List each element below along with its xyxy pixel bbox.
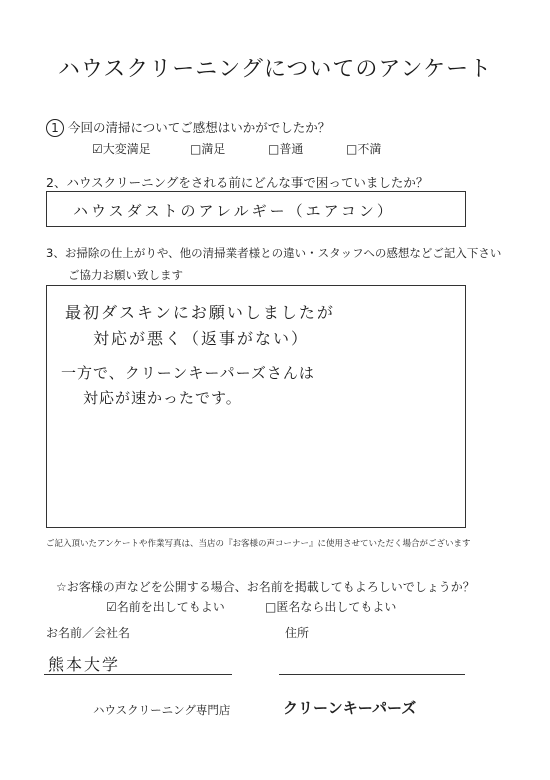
answer-line-3: 一方で、クリーンキーパーズさんは <box>61 364 315 382</box>
name-field-line[interactable] <box>44 674 232 675</box>
question-1 <box>46 118 330 137</box>
answer-line-2: 対応が悪く（返事がない） <box>93 329 310 348</box>
address-field-line[interactable] <box>279 674 465 675</box>
answer-line-1: 最初ダスキンにお願いしましたが <box>65 303 335 322</box>
question-3-answer-box[interactable] <box>46 285 466 528</box>
publish-option-anonymous[interactable]: □匿名なら出してもよい <box>265 600 397 614</box>
question-1-number: 1 <box>46 119 64 137</box>
shop-name-logo: クリーンキーパーズ <box>283 699 417 717</box>
shop-type: ハウスクリーニング専門店 <box>93 703 231 717</box>
q1-option-very-satisfied[interactable]: ☑大変満足 <box>92 142 151 156</box>
question-3-subtext: ご協力お願い致します <box>68 268 183 282</box>
page-title: ハウスクリーニングについてのアンケート <box>57 57 493 82</box>
address-label: 住所 <box>285 626 310 640</box>
q1-option-dissatisfied[interactable]: □不満 <box>346 142 382 156</box>
name-label: お名前／会社名 <box>46 626 131 640</box>
question-3-text: 3、お掃除の仕上がりや、他の清掃業者様との違い・スタッフへの感想などご記入下さい <box>46 246 502 260</box>
question-1-text: 今回の清掃についてご感想はいかがでしたか？ <box>68 120 331 135</box>
publish-question: ☆お客様の声などを公開する場合、お名前を掲載してもよろしいでしょうか？ <box>56 580 475 594</box>
question-2-answer-box[interactable] <box>46 191 466 227</box>
question-2-text: 2、ハウスクリーニングをされる前にどんな事で困っていましたか？ <box>46 175 429 190</box>
q1-option-satisfied[interactable]: □満足 <box>190 142 226 156</box>
answer-line-4: 対応が速かったです。 <box>83 389 242 407</box>
publish-option-name-ok[interactable]: ☑名前を出してもよい <box>106 600 225 614</box>
question-2-answer: ハウスダストのアレルギー（エアコン） <box>73 202 395 220</box>
name-value: 熊本大学 <box>48 655 121 674</box>
usage-notice: ご記入頂いたアンケートや作業写真は、当店の『お客様の声コーナー』に使用させていただく場合がございます <box>46 539 471 549</box>
q1-option-normal[interactable]: □普通 <box>268 142 304 156</box>
